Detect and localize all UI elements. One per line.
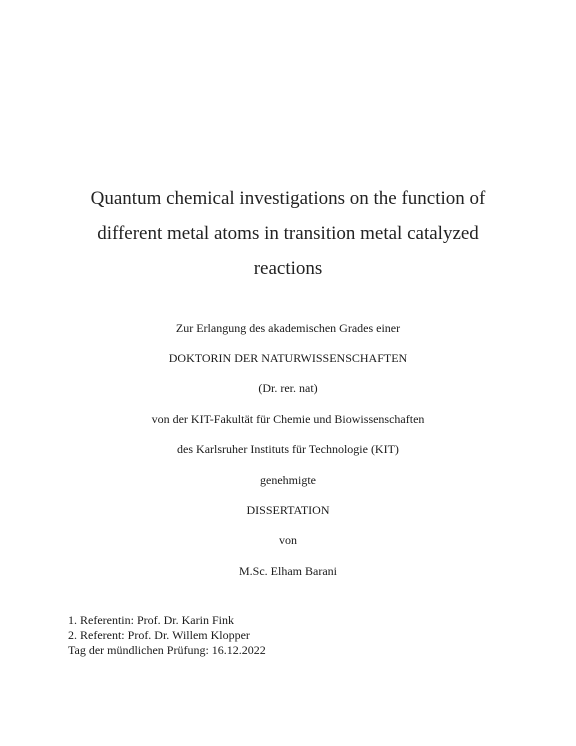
by-text: von	[279, 533, 297, 547]
thesis-title-line-2: different metal atoms in transition metal catalyzed	[97, 223, 479, 244]
degree-name-text: DOKTORIN DER NATURWISSENSCHAFTEN	[168, 351, 408, 365]
author-name: M.Sc. Elham Barani	[239, 564, 337, 578]
referee-info	[68, 613, 266, 658]
first-referee: 1. Referentin: Prof. Dr. Karin Fink	[68, 613, 234, 627]
thesis-title-line-1: Quantum chemical investigations on the function of	[90, 188, 486, 209]
degree-abbreviation-text: (Dr. rer. nat)	[258, 381, 318, 395]
oral-exam-date: Tag der mündlichen Prüfung: 16.12.2022	[68, 643, 266, 657]
approved-text: genehmigte	[260, 473, 316, 487]
faculty-text: von der KIT-Fakultät für Chemie und Biowissenschaften	[151, 412, 425, 426]
thesis-title-line-3: reactions	[253, 258, 323, 279]
thesis-title	[40, 181, 536, 286]
degree-purpose-text: Zur Erlangung des akademischen Grades einer	[175, 321, 401, 335]
dissertation-label: DISSERTATION	[246, 503, 330, 517]
institute-text: des Karlsruher Instituts für Technologie (KIT)	[177, 442, 399, 456]
second-referee: 2. Referent: Prof. Dr. Willem Klopper	[68, 628, 250, 642]
